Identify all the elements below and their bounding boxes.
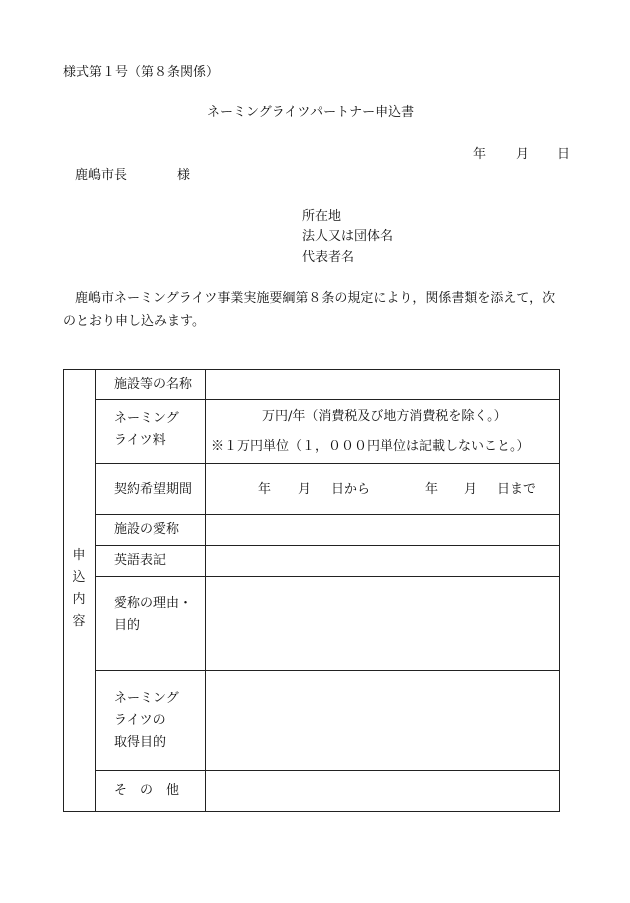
month-label: 月: [516, 147, 530, 162]
acquisition-purpose-label: ネーミング ライツの 取得目的: [114, 691, 179, 750]
row-divider: [95, 399, 560, 400]
nickname-reason-label: 愛称の理由・ 目的: [114, 596, 193, 633]
row-divider: [95, 576, 560, 577]
contract-end-month: 月: [464, 482, 478, 497]
contract-period-label: 契約希望期間: [114, 482, 193, 497]
label-column-divider: [205, 369, 206, 812]
table-border-left: [63, 369, 64, 812]
addressee-honorific: 様: [177, 168, 191, 183]
row-divider: [95, 770, 560, 771]
group-column-divider: [95, 369, 96, 812]
contract-start-year: 年: [258, 482, 272, 497]
table-border-top: [63, 369, 560, 370]
naming-rights-fee-note: ※１万円単位（１，０００円単位は記載しないこと。）: [211, 439, 530, 454]
representative-label: 代表者名: [302, 250, 355, 265]
contract-start-day: 日から: [331, 482, 371, 497]
organization-label: 法人又は団体名: [302, 229, 394, 244]
naming-rights-fee-value: 万円/年（消費税及び地方消費税を除く。）: [262, 409, 507, 424]
row-divider: [95, 514, 560, 515]
address-label: 所在地: [302, 209, 342, 224]
facility-nickname-label: 施設の愛称: [114, 522, 180, 537]
row-divider: [95, 670, 560, 671]
year-label: 年: [473, 147, 487, 162]
table-border-right: [559, 369, 560, 812]
application-statement: 鹿嶋市ネーミングライツ事業実施要綱第８条の規定により，関係書類を添えて，次のとおり申し込みます。: [63, 291, 556, 329]
contract-end-day: 日まで: [497, 482, 537, 497]
facility-name-label: 施設等の名称: [114, 377, 193, 392]
day-label: 日: [557, 147, 571, 162]
row-divider: [95, 463, 560, 464]
naming-rights-fee-label: ネーミング ライツ料: [114, 411, 179, 448]
table-border-bottom: [63, 811, 560, 812]
other-label: そ の 他: [114, 783, 180, 798]
contract-end-year: 年: [425, 482, 439, 497]
row-divider: [95, 545, 560, 546]
document-title: ネーミングライツパートナー申込書: [207, 105, 415, 120]
application-content-group-label: 申 込 内 容: [72, 548, 86, 629]
contract-start-month: 月: [298, 482, 312, 497]
form-number: 様式第１号（第８条関係）: [63, 65, 220, 80]
addressee-name: 鹿嶋市長: [75, 168, 128, 183]
english-notation-label: 英語表記: [114, 553, 167, 568]
